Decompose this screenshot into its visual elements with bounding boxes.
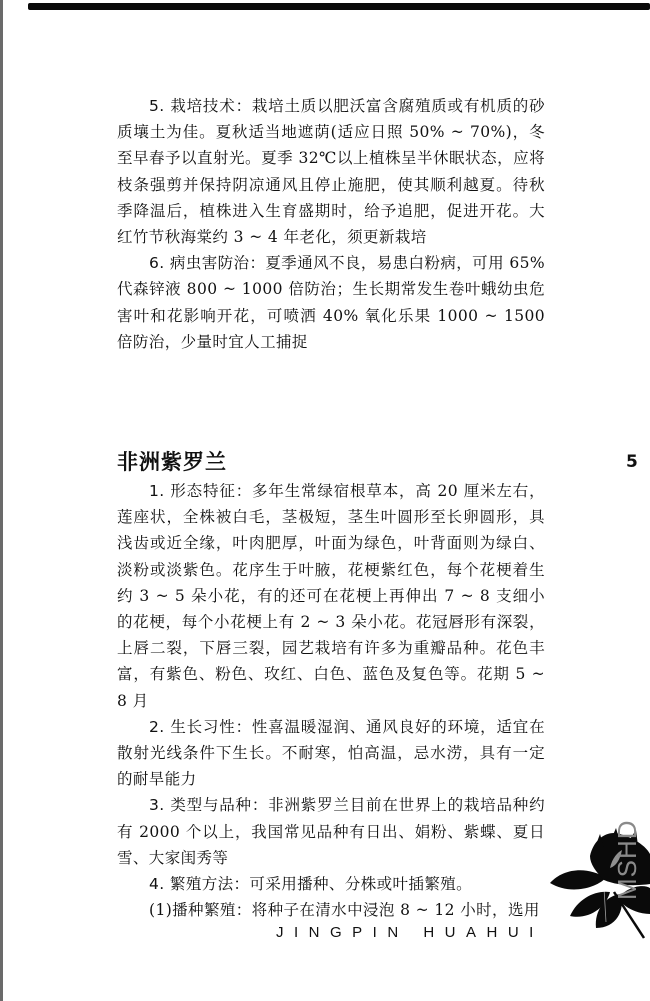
- paragraph-text: ：多年生常绿宿根草本，高 20 厘米左右，莲座状，全株被白毛，茎极短，茎生叶圆形至长卵圆形，具浅齿或近全缘，叶肉肥厚，叶面为绿色，叶背面则为绿白、淡粉或淡紫色。花序生于叶腋，花梗紫红色，每个花梗着生约 3 ~ 5 朵小花，有的还可在花梗上再伸出 7 ~ 8 支细小的花梗，每个小花梗上有 2 ~ 3 朵小花。花冠唇形有深裂，上唇二裂，下唇三裂，园艺栽培有许多为重瓣品种。花色丰富，有紫色、粉色、玫红、白色、蓝色及复色等。花期 5 ~ 8 月: [117, 482, 545, 710]
- paragraph-label: 4. 繁殖方法: [149, 875, 234, 894]
- paragraph-text: ：性喜温暖湿润、通风良好的环境，适宜在散射光线条件下生长。不耐寒，怕高温，忌水涝，具有一定的耐旱能力: [117, 717, 545, 789]
- paragraph-text: ：栽培土质以肥沃富含腐殖质或有机质的砂质壤土为佳。夏秋适当地遮荫(适应日照 50% ~ 70%)，冬至早春予以直射光。夏季 32℃以上植株呈半休眠状态，应将枝条强剪并保持阴凉通风且停止施肥，使其顺利越夏。待秋季降温后，植株进入生育盛期时，给予追肥，促进开花。大红竹节秋海棠约 3 ~ 4 年老化，须更新栽培: [117, 97, 545, 247]
- paragraph-growth-habit: [117, 714, 545, 793]
- paragraph-text: ：将种子在清水中浸泡 8 ~ 12 小时，选用: [235, 901, 540, 920]
- section-title: 非洲紫罗兰: [117, 450, 227, 474]
- paragraph-varieties: [117, 792, 545, 871]
- section-body: [117, 478, 545, 923]
- top-rule: [28, 3, 650, 10]
- paragraph-label: 2. 生长习性: [149, 717, 236, 736]
- previous-section-body: [117, 93, 545, 355]
- paragraph-pest-control: [117, 250, 545, 355]
- paragraph-propagation: [117, 871, 545, 897]
- paragraph-cultivation: [117, 93, 545, 250]
- paragraph-seed-propagation: [117, 897, 545, 923]
- paragraph-morphology: [117, 478, 545, 714]
- page-number: 5: [626, 452, 638, 472]
- paragraph-label: 3. 类型与品种: [149, 796, 252, 815]
- watermark-text: MSHD: [612, 819, 642, 900]
- paragraph-label: 5. 栽培技术: [149, 97, 236, 115]
- paragraph-text: ：非洲紫罗兰目前在世界上的栽培品种约有 2000 个以上，我国常见品种有日出、娟粉、紫蝶、夏日雪、大家闺秀等: [117, 796, 546, 867]
- footer-running-title: JINGPIN HUAHUI: [276, 924, 544, 941]
- page-left-border: [0, 0, 3, 1001]
- paragraph-label: 6. 病虫害防治: [149, 254, 250, 273]
- paragraph-label: (1)播种繁殖: [149, 901, 236, 920]
- paragraph-text: ：可采用播种、分株或叶插繁殖。: [233, 875, 473, 894]
- paragraph-text: ：夏季通风不良，易患白粉病，可用 65% 代森锌液 800 ~ 1000 倍防治；生长期常发生卷叶蛾幼虫危害叶和花影响开花，可喷洒 40% 氧化乐果 1000 ~ 1500 倍防治，少量时宜人工捕捉: [117, 254, 545, 351]
- paragraph-label: 1. 形态特征: [149, 482, 236, 500]
